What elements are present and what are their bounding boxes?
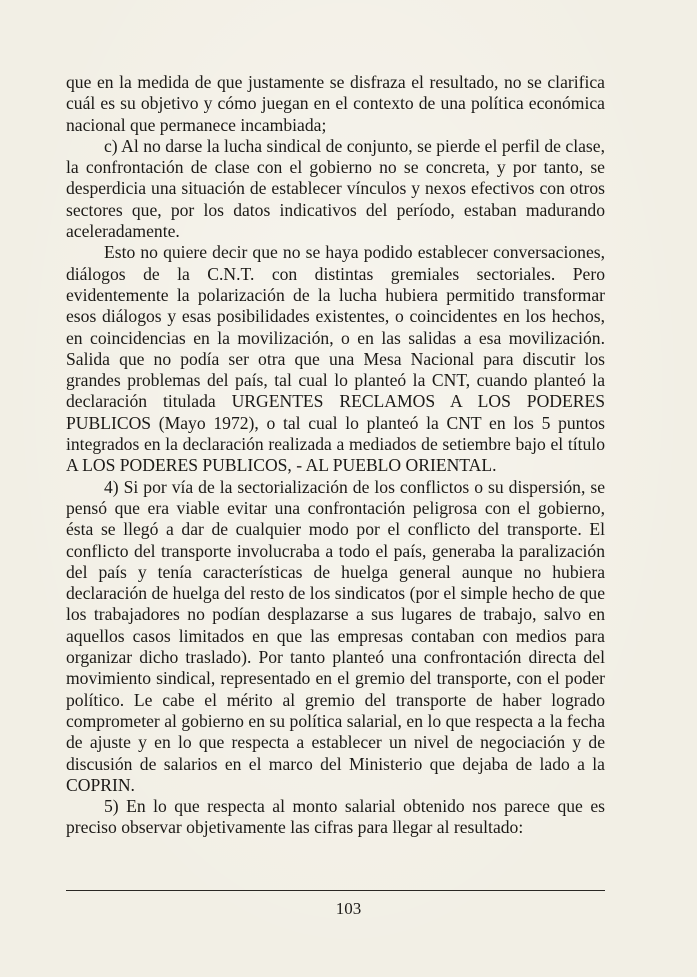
paragraph-continuation: que en la medida de que justamente se disfraza el resultado, no se clarifica cuál es su objetivo y cómo juegan en el contexto de una política económica nacional que permanece incambiada; — [66, 72, 605, 135]
paragraph-point-5: 5) En lo que respecta al monto salarial obtenido nos parece que es preciso observar objetivamente las cifras para llegar al resultado: — [66, 796, 605, 838]
body-text — [66, 72, 605, 839]
page-number: 103 — [335, 899, 362, 918]
paragraph-point-4: 4) Si por vía de la sectorialización de los conflictos o su dispersión, se pensó que era viable evitar una confrontación peligrosa con el gobierno, ésta se llegó a dar de cualquier modo por el conflicto del transporte. El conflicto del transporte involucraba a todo el país, generaba la paralización del país y tenía características de huelga general aunque no hubiera declaración de huelga del resto de los sindicatos (por el simple hecho de que los trabajadores no podían desplazarse a sus lugares de trabajo, salvo en aquellos casos limitados en que las empresas contaban con medios para organizar dicho traslado). Por tanto planteó una confrontación directa del movimiento sindical, representado en el gremio del transporte, con el poder político. Le cabe el mérito al gremio del transporte de haber logrado comprometer al gobierno en su política salarial, en lo que respecta a la fecha de ajuste y en lo que respecta a establecer un nivel de negociación y de discusión de salarios en el marco del Ministerio que dejaba de lado a la COPRIN. — [66, 476, 605, 795]
footer-rule — [66, 890, 605, 891]
paragraph-point-c: c) Al no darse la lucha sindical de conjunto, se pierde el perfil de clase, la confrontación de clase con el gobierno no se concreta, y por tanto, se desperdicia una situación de establecer vínculos y nexos efectivos con otros sectores que, por los datos indicativos del período, estaban madurando aceleradamente. — [66, 135, 605, 242]
paragraph-conversations: Esto no quiere decir que no se haya podido establecer conversaciones, diálogos de la C.N.T. con distintas gremiales sectoriales. Pero evidentemente la polarización de la lucha hubiera permitido transformar esos diálogos y esas posibilidades existentes, o coincidentes en los hechos, en coincidencias en la movilización, o en las salidas a esa movilización. Salida que no podía ser otra que una Mesa Nacional para discutir los grandes problemas del país, tal cual lo planteó la CNT, cuando planteó la declaración titulada URGENTES RECLAMOS A LOS PODERES PUBLICOS (Mayo 1972), o tal cual lo planteó la CNT en los 5 puntos integrados en la declaración realizada a mediados de setiembre bajo el título A LOS PODERES PUBLICOS, - AL PUEBLO ORIENTAL. — [66, 242, 605, 476]
